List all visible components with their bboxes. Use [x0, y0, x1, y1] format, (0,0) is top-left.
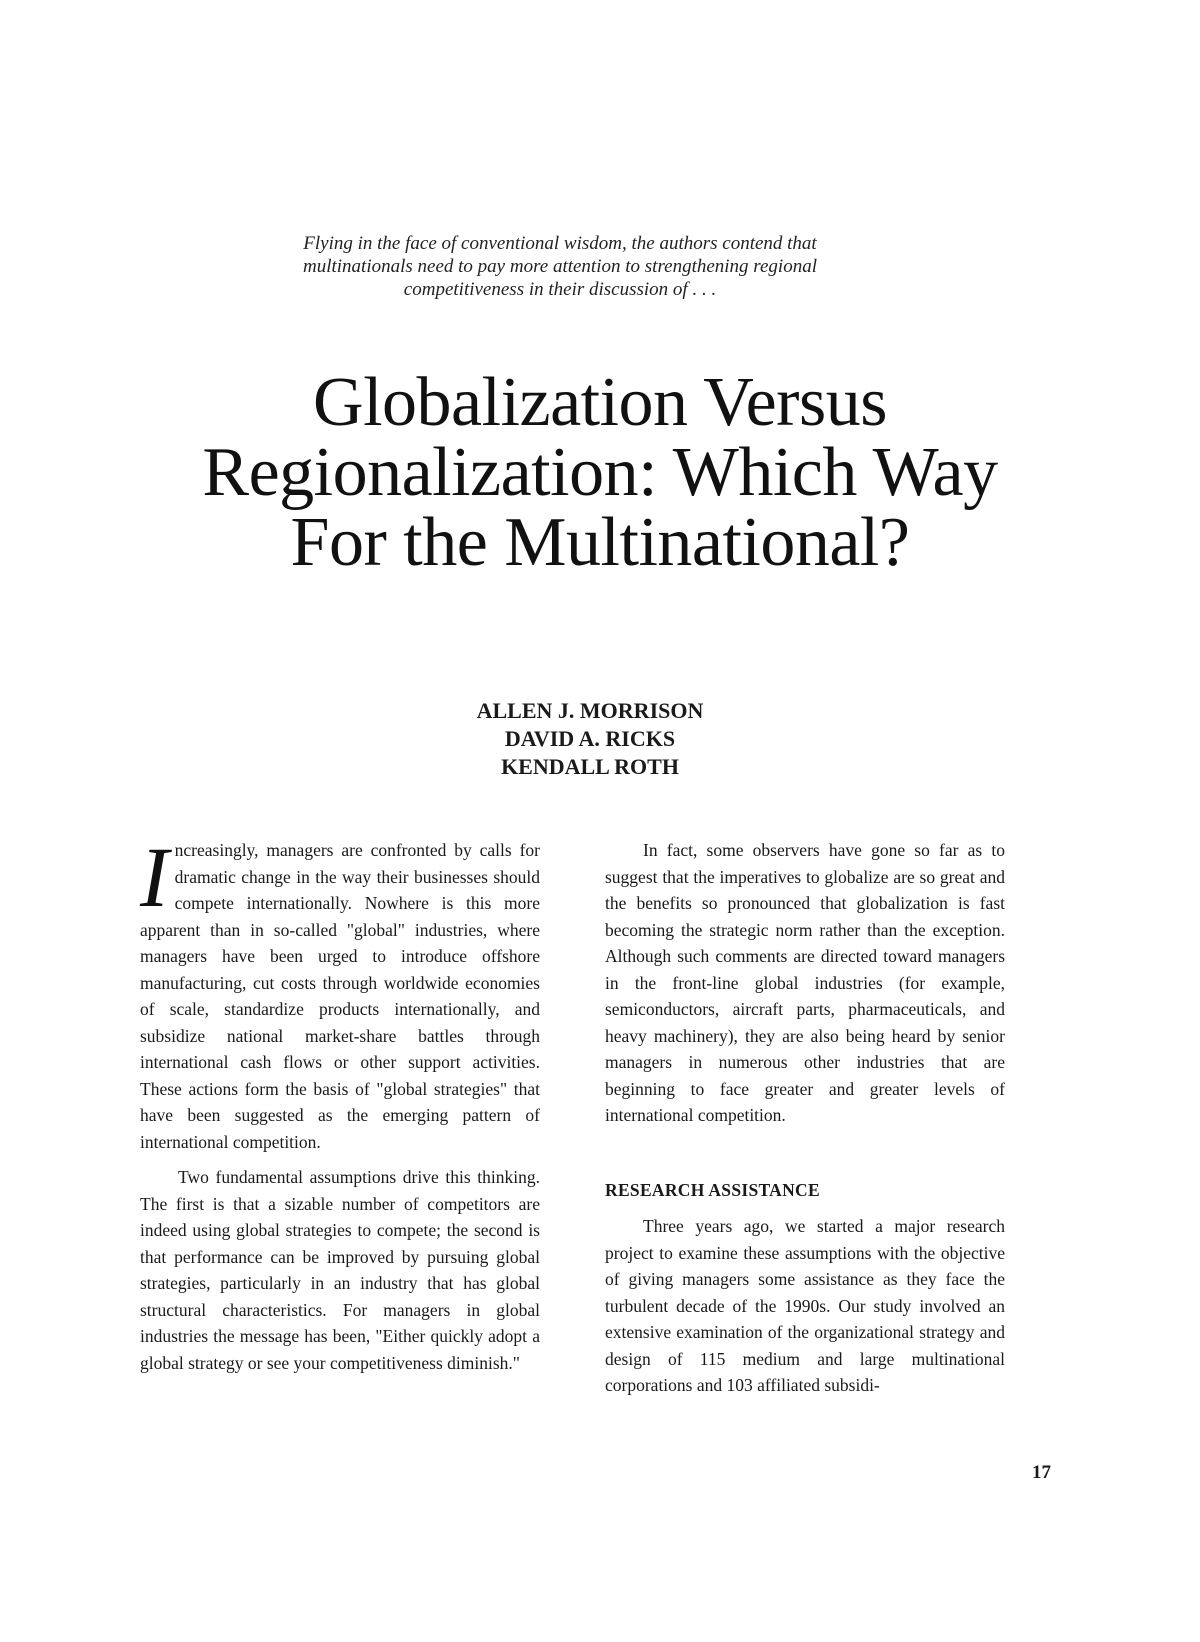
author-name: KENDALL ROTH — [501, 754, 679, 779]
body-paragraph — [140, 829, 540, 1155]
intro-line: competitiveness in their discussion of . . . — [403, 279, 717, 300]
title-line: For the Multinational? — [290, 504, 910, 581]
body-column-right — [605, 837, 1005, 1408]
section-heading: RESEARCH ASSISTANCE — [605, 1179, 820, 1200]
author-name: ALLEN J. MORRISON — [476, 698, 704, 723]
body-paragraph: Three years ago, we started a major research project to examine these assumptions with the objective of giving managers some assistance as they face the turbulent decade of the 1990s. Our study involved an extensive examination of the organizational strategy and design of 115 medium and large multinational corporations and 103 affiliated subsidi- — [605, 1216, 1005, 1395]
body-paragraph: Two fundamental assumptions drive this thinking. The first is that a sizable number of competitors are indeed using global strategies to compete; the second is that performance can be improved by pursuing global strategies, particularly in an industry that has global structural characteristics. For managers in global industries the message has been, "Either quickly adopt a global strategy or see your competitiveness diminish." — [140, 1167, 540, 1373]
body-paragraph: In fact, some observers have gone so far as to suggest that the imperatives to globalize are so great and the benefits so pronounced that globalization is fast becoming the strategic norm rather than the exception. Although such comments are directed toward managers in the front-line global industries (for example, semiconductors, aircraft parts, pharmaceuticals, and heavy machinery), they are also being heard by senior managers in numerous other industries that are beginning to face greater and greater levels of international competition. — [605, 840, 1005, 1125]
drop-cap: I — [140, 829, 169, 925]
page-number: 17 — [1032, 1462, 1051, 1483]
author-list — [400, 697, 780, 781]
author-name: DAVID A. RICKS — [504, 726, 676, 751]
paragraph-text: ncreasingly, managers are confronted by calls for dramatic change in the way their businesses should compete internationally. Nowhere is this more apparent than in so-called "global" industries, where managers have been urged to introduce offshore manufacturing, cut costs through worldwide economies of scale, standardize products internationally, and subsidize national market-share battles through international cash flows or other support activities. These actions form the basis of "global strategies" that have been suggested as the emerging pattern of international competition. — [140, 840, 540, 1152]
body-column-left — [140, 829, 540, 1385]
intro-blurb — [230, 232, 890, 301]
title-line: Globalization Versus — [313, 364, 887, 441]
article-title — [150, 364, 1050, 581]
intro-line: Flying in the face of conventional wisdom, the authors contend that — [303, 233, 817, 254]
intro-line: multinationals need to pay more attention to strengthening regional — [302, 256, 817, 277]
title-line: Regionalization: Which Way — [202, 434, 998, 511]
